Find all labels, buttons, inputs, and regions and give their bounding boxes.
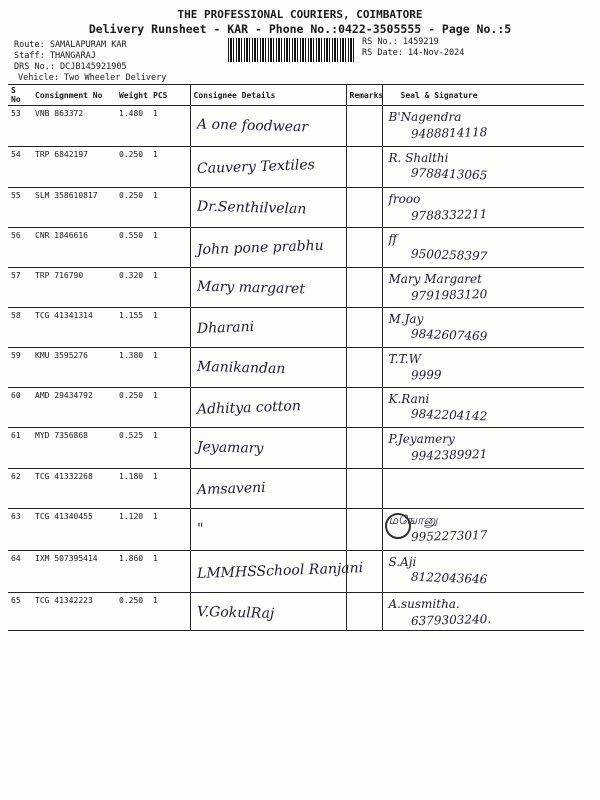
receiver-phone: 8122043646 [410,569,488,587]
remarks-cell [346,106,382,147]
signature-cell [382,228,584,268]
consignee-name: Adhitya cotton [196,398,301,418]
drs-number: DRS No.: DCJB145921905 [14,62,127,72]
rs-date: RS Date: 14-Nov-2024 [362,48,465,58]
table-row [8,551,584,593]
sno-cell: 57 [8,268,32,308]
consignment-cell: TCG 41332268 [32,469,116,509]
staff-text: Staff: THANGARAJ [14,51,96,61]
receiver-signature: R. Shalthi [388,151,449,165]
pcs-cell: 1 [150,428,190,469]
pcs-cell: 1 [150,593,190,631]
sno-cell: 54 [8,147,32,188]
runsheet-subtitle: Delivery Runsheet - KAR - Phone No.:0422-3505555 - Page No.:5 [88,22,512,36]
consignee-cell [190,593,346,631]
remarks-cell [346,308,382,348]
receiver-signature: மஙோனு [388,513,438,527]
pcs-cell: 1 [150,268,190,308]
signature-cell [382,106,584,147]
consignee-name: Dharani [196,319,254,337]
runsheet-table [8,84,584,631]
pcs-cell: 1 [150,106,190,147]
weight-cell: 1.860 [116,551,150,593]
receiver-signature: P.Jeyamery [388,432,455,446]
table-row [8,228,584,268]
consignment-cell: KMU 3595276 [32,348,116,388]
signature-cell [382,428,584,469]
col-header-consignment: Consignment No [32,85,116,106]
consignee-name: Jeyamary [196,439,264,457]
consignee-name: LMMHSSchool Ranjani [196,560,363,582]
sno-cell: 58 [8,308,32,348]
table-row [8,428,584,469]
sno-cell: 65 [8,593,32,631]
consignee-cell [190,388,346,428]
table-row [8,147,584,188]
sno-cell: 63 [8,509,32,551]
route-text: Route: SAMALAPURAM KAR [14,40,127,50]
consignee-name: A one foodwear [196,116,308,136]
signature-cell [382,147,584,188]
consignment-cell: CNR 1846616 [32,228,116,268]
remarks-cell [346,388,382,428]
col-header-sno: S No [8,85,32,106]
remarks-cell [346,509,382,551]
sno-cell: 55 [8,188,32,228]
consignee-cell [190,147,346,188]
sno-cell: 56 [8,228,32,268]
col-header-consignee: Consignee Details [190,85,346,106]
receiver-signature: T.T.W [388,352,421,366]
signature-cell [382,188,584,228]
table-row [8,469,584,509]
signature-cell [382,348,584,388]
table-row [8,388,584,428]
col-header-remarks: Remarks [346,85,382,106]
consignment-cell: TCG 41340455 [32,509,116,551]
runsheet-title: THE PROFESSIONAL COURIERS, COIMBATORE [177,8,423,21]
pcs-cell: 1 [150,388,190,428]
remarks-cell [346,469,382,509]
receiver-phone: 9942389921 [410,447,488,463]
col-header-pcs: PCS [150,85,190,106]
consignee-name: Cauvery Textiles [196,156,315,178]
weight-cell: 1.380 [116,348,150,388]
receiver-phone: 6379303240. [410,611,491,629]
receiver-phone: 9500258397 [410,246,488,264]
receiver-signature: Mary Margaret [388,272,482,286]
receiver-phone: 9791983120 [410,287,488,303]
remarks-cell [346,593,382,631]
table-row [8,593,584,631]
col-header-weight: Weight [116,85,150,106]
pcs-cell: 1 [150,551,190,593]
consignment-cell: TRP 716790 [32,268,116,308]
receiver-signature: S.Aji [388,555,417,569]
table-row [8,509,584,551]
consignee-cell [190,348,346,388]
consignee-cell [190,469,346,509]
weight-cell: 1.180 [116,469,150,509]
consignee-name: V.GokulRaj [196,603,274,623]
weight-cell: 0.525 [116,428,150,469]
receiver-signature: A.susmitha. [388,597,460,611]
receiver-phone: 9488814118 [410,125,488,141]
receiver-phone: 9788413065 [410,165,488,183]
consignee-name: Manikandan [196,358,286,378]
weight-cell: 0.250 [116,147,150,188]
sno-cell: 59 [8,348,32,388]
consignee-name: Amsaveni [196,479,266,499]
receiver-signature: B'Nagendra [388,110,462,124]
weight-cell: 0.250 [116,388,150,428]
pcs-cell: 1 [150,469,190,509]
remarks-cell [346,551,382,593]
receiver-phone: 9842204142 [410,406,488,424]
weight-cell: 0.320 [116,268,150,308]
consignee-cell [190,551,363,593]
pcs-cell: 1 [150,147,190,188]
receiver-phone: 9788332211 [410,207,488,223]
consignment-cell: TRP 6842197 [32,147,116,188]
table-row [8,308,584,348]
rs-number: RS No.: 1459219 [362,37,439,47]
sno-cell: 53 [8,106,32,147]
remarks-cell [346,268,382,308]
remarks-cell [346,348,382,388]
consignee-cell [190,509,346,551]
consignee-cell [190,268,346,308]
sno-cell: 64 [8,551,32,593]
table-row [8,268,584,308]
weight-cell: 0.550 [116,228,150,268]
consignment-cell: IXM 507395414 [32,551,116,593]
signature-cell [382,268,584,308]
sno-cell: 61 [8,428,32,469]
consignee-cell [190,106,346,147]
receiver-signature: K.Rani [388,392,430,406]
table-row [8,106,584,147]
consignment-cell: MYD 7356868 [32,428,116,469]
signature-cell [382,469,584,509]
consignment-cell: VNB 863372 [32,106,116,147]
table-row [8,188,584,228]
pcs-cell: 1 [150,188,190,228]
consignee-name: Mary margaret [196,278,305,298]
remarks-cell [346,147,382,188]
consignee-name: Dr.Senthilvelan [196,198,307,218]
signature-cell [382,388,584,428]
table-header-row [8,85,584,106]
receiver-phone: 9999 [410,367,442,383]
weight-cell: 1.155 [116,308,150,348]
signature-cell [382,509,584,551]
consignee-cell [190,228,346,268]
weight-cell: 0.250 [116,593,150,631]
weight-cell: 1.120 [116,509,150,551]
weight-cell: 1.480 [116,106,150,147]
receiver-phone: 9952273017 [410,528,488,544]
consignment-cell: AMD 29434792 [32,388,116,428]
remarks-cell [346,428,382,469]
vehicle-text: Vehicle: Two Wheeler Delivery [18,73,167,83]
pcs-cell: 1 [150,308,190,348]
table-row [8,348,584,388]
consignee-name: " [196,520,204,538]
consignment-cell: TCG 41342223 [32,593,116,631]
receiver-signature: frooo [388,192,421,206]
signature-cell [382,551,584,593]
sno-cell: 62 [8,469,32,509]
remarks-cell [346,228,382,268]
consignee-cell [190,188,346,228]
pcs-cell: 1 [150,348,190,388]
pcs-cell: 1 [150,509,190,551]
consignee-name: John pone prabhu [196,237,324,259]
col-header-signature: Seal & Signature [382,85,584,106]
receiver-phone: 9842607469 [410,326,488,344]
consignment-cell: TCG 41341314 [32,308,116,348]
signature-cell [382,308,584,348]
barcode-image [228,38,356,62]
pcs-cell: 1 [150,228,190,268]
consignee-cell [190,428,346,469]
consignee-cell [190,308,346,348]
weight-cell: 0.250 [116,188,150,228]
signature-cell [382,593,584,631]
receiver-signature: ff [388,232,398,246]
sno-cell: 60 [8,388,32,428]
remarks-cell [346,188,382,228]
receiver-signature: M.Jay [388,312,424,326]
consignment-cell: SLM 358610817 [32,188,116,228]
